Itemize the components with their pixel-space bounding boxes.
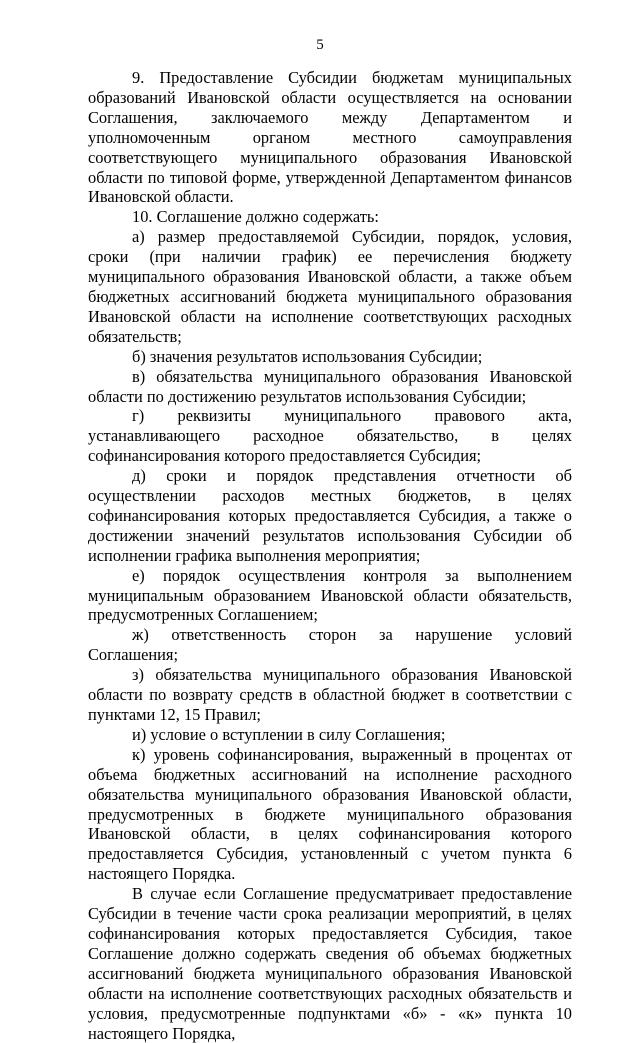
page-number: 5: [316, 37, 324, 53]
item-k: к) уровень софинансирования, выраженный в процентах от объема бюджетных ассигнований на исполнение расходного обязательства муниципального образования Ивановской области, предусмотренных в бюджете муниципального образования Ивановской области, в целях софинансирования которого предоставляется Субсидия, установленный с учетом пункта 6 настоящего Порядка.: [88, 744, 572, 884]
item-zh: ж) ответственность сторон за нарушение условий Соглашения;: [88, 625, 572, 665]
paragraph-10: 10. Соглашение должно содержать:: [132, 207, 379, 227]
item-i: и) условие о вступлении в силу Соглашения;: [132, 724, 446, 744]
item-z: з) обязательства муниципального образования Ивановской области по возврату средств в областной бюджет в соответствии с пунктами 12, 15 Правил;: [88, 665, 572, 724]
item-b: б) значения результатов использования Субсидии;: [132, 346, 483, 366]
paragraph-9: 9. Предоставление Субсидии бюджетам муниципальных образований Ивановской области осуществляется на основании Соглашения, заключаемого между Департаментом и уполномоченным органом местного самоуправления соответствующего муниципального образования Ивановской области по типовой форме, утвержденной Департаментом финансов Ивановской области.: [88, 68, 572, 207]
item-a: а) размер предоставляемой Субсидии, порядок, условия, сроки (при наличии график) ее перечисления бюджету муниципального образования Ивановской области, а также объем бюджетных ассигнований бюджета муниципального образования Ивановской области на исполнение соответствующих расходных обязательств;: [88, 227, 572, 346]
item-v: в) обязательства муниципального образования Ивановской области по достижению результатов использования Субсидии;: [88, 366, 572, 406]
document-body: [88, 68, 572, 1043]
item-e: е) порядок осуществления контроля за выполнением муниципальным образованием Ивановской области обязательств, предусмотренных Соглашением;: [88, 565, 572, 625]
item-d: д) сроки и порядок представления отчетности об осуществлении расходов местных бюджетов, в целях софинансирования которых предоставляется Субсидия, а также о достижении значений результатов использования Субсидии об исполнении графика выполнения мероприятия;: [88, 466, 572, 565]
item-g: г) реквизиты муниципального правового акта, устанавливающего расходное обязательство, в целях софинансирования которого предоставляется Субсидия;: [88, 406, 572, 466]
paragraph-case: В случае если Соглашение предусматривает предоставление Субсидии в течение части срока реализации мероприятий, в целях софинансирования которых предоставляется Субсидия, такое Соглашение должно содержать сведения об объемах бюджетных ассигнований бюджета муниципального образования Ивановской области на исполнение соответствующих расходных обязательств и условия, предусмотренные подпунктами «б» - «к» пункта 10 настоящего Порядка,: [88, 884, 572, 1043]
